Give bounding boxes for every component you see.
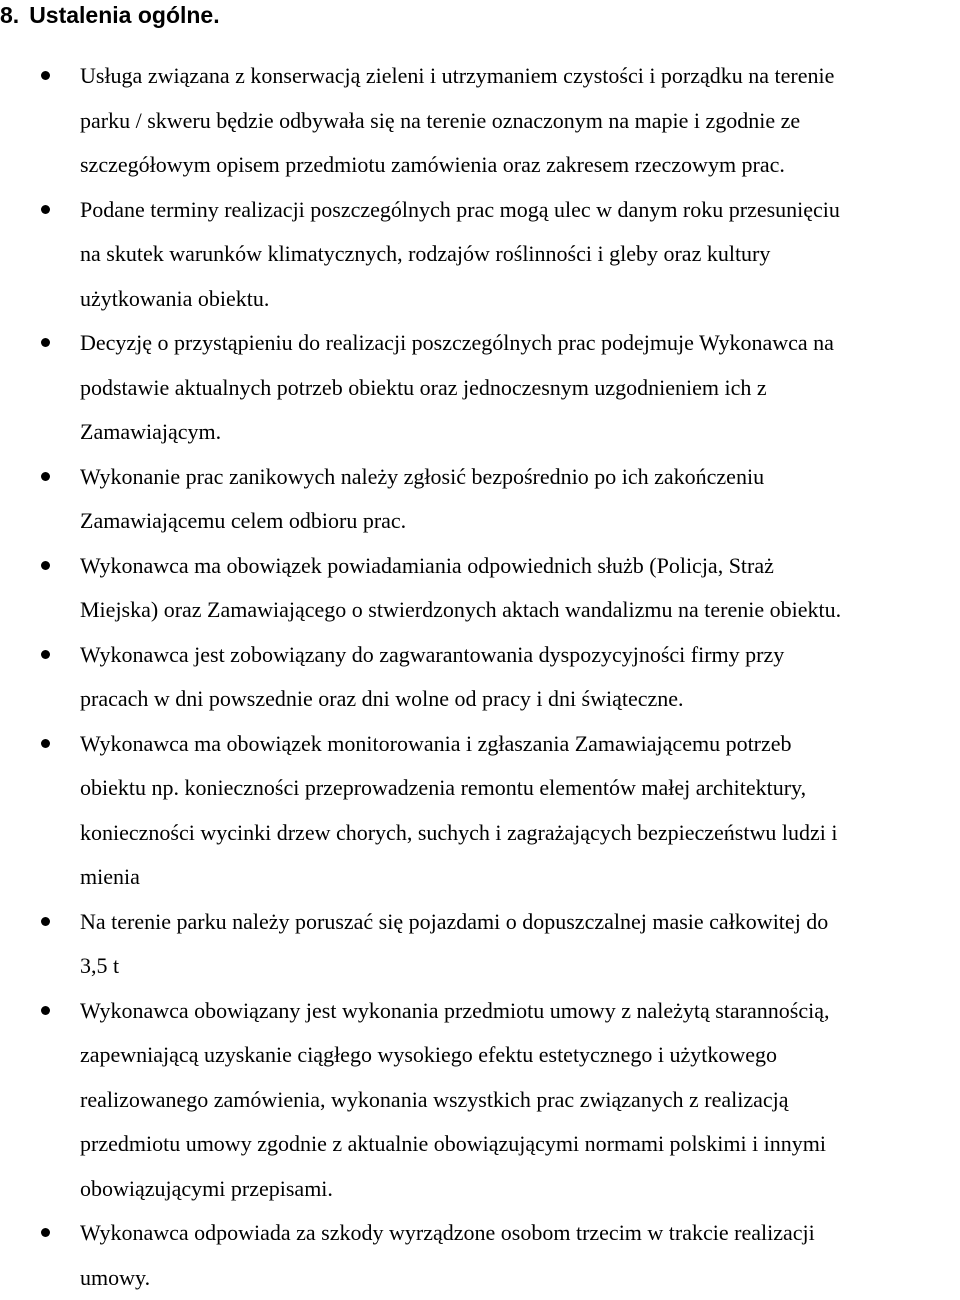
list-item (0, 321, 960, 455)
text-line: Wykonawca odpowiada za szkody wyrządzone osobom trzecim w trakcie realizacji (80, 1211, 960, 1256)
list-item-text (80, 188, 960, 322)
list-item (0, 544, 960, 633)
list-item-text (80, 633, 960, 722)
list-item (0, 455, 960, 544)
list-item (0, 633, 960, 722)
list-item (0, 722, 960, 900)
bullet-icon (41, 71, 50, 80)
list-item-text (80, 544, 960, 633)
text-line: Zamawiającemu celem odbioru prac. (80, 499, 960, 544)
text-line: 3,5 t (80, 944, 960, 989)
section-title: Ustalenia ogólne. (29, 2, 219, 28)
list-item-text (80, 900, 960, 989)
bullet-icon (41, 472, 50, 481)
text-line: Wykonanie prac zanikowych należy zgłosić bezpośrednio po ich zakończeniu (80, 455, 960, 500)
text-line: Podane terminy realizacji poszczególnych prac mogą ulec w danym roku przesunięciu (80, 188, 960, 233)
list-item (0, 900, 960, 989)
text-line: na skutek warunków klimatycznych, rodzajów roślinności i gleby oraz kultury (80, 232, 960, 277)
bullet-icon (41, 917, 50, 926)
section-heading (0, 0, 220, 30)
text-line: Wykonawca ma obowiązek monitorowania i zgłaszania Zamawiającemu potrzeb (80, 722, 960, 767)
list-item-text (80, 1211, 960, 1300)
text-line: konieczności wycinki drzew chorych, suchych i zagrażających bezpieczeństwu ludzi i (80, 811, 960, 856)
text-line: realizowanego zamówienia, wykonania wszystkich prac związanych z realizacją (80, 1078, 960, 1123)
list-item-text (80, 989, 960, 1212)
bullet-icon (41, 1228, 50, 1237)
requirements-list (0, 54, 960, 1300)
bullet-icon (41, 650, 50, 659)
bullet-icon (41, 739, 50, 748)
list-item-text (80, 455, 960, 544)
section-number: 8. (0, 2, 19, 28)
list-item (0, 1211, 960, 1300)
list-item-text (80, 54, 960, 188)
bullet-icon (41, 205, 50, 214)
text-line: użytkowania obiektu. (80, 277, 960, 322)
text-line: Wykonawca jest zobowiązany do zagwarantowania dyspozycyjności firmy przy (80, 633, 960, 678)
list-item (0, 54, 960, 188)
list-item-text (80, 722, 960, 900)
text-line: Na terenie parku należy poruszać się pojazdami o dopuszczalnej masie całkowitej do (80, 900, 960, 945)
text-line: obowiązującymi przepisami. (80, 1167, 960, 1212)
text-line: podstawie aktualnych potrzeb obiektu oraz jednoczesnym uzgodnieniem ich z (80, 366, 960, 411)
text-line: zapewniającą uzyskanie ciągłego wysokiego efektu estetycznego i użytkowego (80, 1033, 960, 1078)
text-line: Usługa związana z konserwacją zieleni i utrzymaniem czystości i porządku na terenie (80, 54, 960, 99)
text-line: Miejska) oraz Zamawiającego o stwierdzonych aktach wandalizmu na terenie obiektu. (80, 588, 960, 633)
bullet-icon (41, 1006, 50, 1015)
list-item (0, 989, 960, 1212)
text-line: Wykonawca obowiązany jest wykonania przedmiotu umowy z należytą starannością, (80, 989, 960, 1034)
text-line: mienia (80, 855, 960, 900)
text-line: obiektu np. konieczności przeprowadzenia remontu elementów małej architektury, (80, 766, 960, 811)
text-line: parku / skweru będzie odbywała się na terenie oznaczonym na mapie i zgodnie ze (80, 99, 960, 144)
text-line: przedmiotu umowy zgodnie z aktualnie obowiązującymi normami polskimi i innymi (80, 1122, 960, 1167)
text-line: pracach w dni powszednie oraz dni wolne od pracy i dni świąteczne. (80, 677, 960, 722)
text-line: Zamawiającym. (80, 410, 960, 455)
list-item-text (80, 321, 960, 455)
text-line: Decyzję o przystąpieniu do realizacji poszczególnych prac podejmuje Wykonawca na (80, 321, 960, 366)
text-line: umowy. (80, 1256, 960, 1300)
text-line: Wykonawca ma obowiązek powiadamiania odpowiednich służb (Policja, Straż (80, 544, 960, 589)
list-item (0, 188, 960, 322)
bullet-icon (41, 338, 50, 347)
text-line: szczegółowym opisem przedmiotu zamówienia oraz zakresem rzeczowym prac. (80, 143, 960, 188)
bullet-icon (41, 561, 50, 570)
